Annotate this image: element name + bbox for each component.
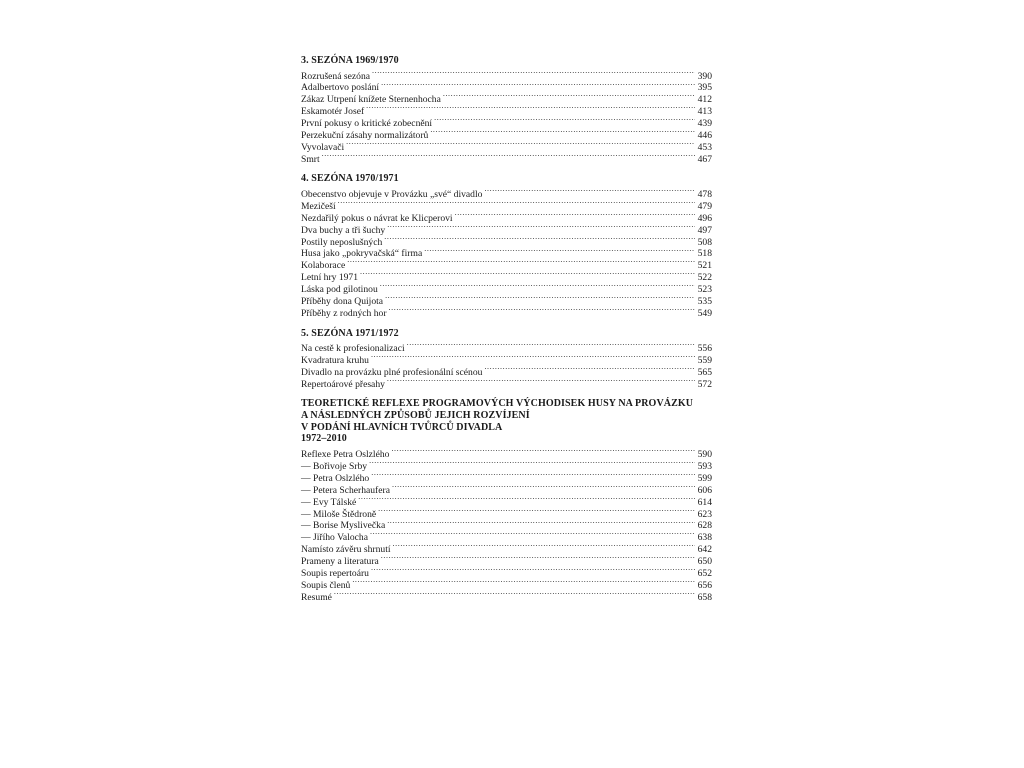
toc-entry bbox=[301, 588, 712, 603]
dot-leader bbox=[371, 469, 695, 481]
toc-section bbox=[301, 327, 712, 390]
dot-leader bbox=[372, 67, 695, 79]
toc-page-number: 614 bbox=[697, 496, 712, 508]
toc-page-number: 412 bbox=[697, 94, 712, 106]
toc-entry bbox=[301, 576, 712, 591]
dot-leader bbox=[370, 528, 695, 540]
dot-leader bbox=[430, 126, 695, 138]
toc-page-number: 518 bbox=[697, 248, 712, 260]
toc-page-number: 413 bbox=[697, 106, 712, 118]
toc-entry bbox=[301, 150, 712, 165]
toc-entry bbox=[301, 256, 712, 272]
dot-leader bbox=[387, 221, 695, 233]
toc-page-number: 395 bbox=[697, 82, 712, 94]
toc-entry-title: Prameny a literatura bbox=[301, 556, 379, 568]
toc-page-number: 628 bbox=[697, 520, 712, 532]
dot-leader bbox=[434, 114, 695, 126]
toc-entry-title: Příběhy dona Quijota bbox=[301, 296, 384, 308]
dot-leader bbox=[424, 245, 695, 257]
toc-page-number: 522 bbox=[697, 272, 712, 284]
toc-page-number: 479 bbox=[697, 200, 712, 212]
section-heading: A NÁSLEDNÝCH ZPŮSOBŮ JEJICH ROZVÍJENÍ bbox=[301, 410, 530, 422]
section-heading: 1972–2010 bbox=[301, 433, 347, 445]
toc-page-number: 521 bbox=[697, 260, 712, 272]
dot-leader bbox=[484, 363, 695, 375]
toc-entry-title: Postily neposlušných bbox=[301, 236, 383, 248]
dot-leader bbox=[346, 138, 695, 150]
toc-page-number: 590 bbox=[697, 449, 712, 461]
toc-section bbox=[301, 55, 712, 165]
toc-page-number: 508 bbox=[697, 236, 712, 248]
toc-entry-title: Zákaz Utrpení knížete Sternenhocha bbox=[301, 94, 441, 106]
toc-page-number: 650 bbox=[697, 556, 712, 568]
toc-entry-title: Na cestě k profesionalizaci bbox=[301, 343, 405, 355]
dot-leader bbox=[338, 197, 695, 209]
toc-page-number: 565 bbox=[697, 366, 712, 378]
toc-entry-title: Husa jako „pokryvačská“ firma bbox=[301, 248, 423, 260]
toc-entry-title: — Evy Tálské bbox=[301, 496, 357, 508]
toc-entry bbox=[301, 185, 712, 201]
toc-entry bbox=[301, 197, 712, 212]
toc-page-number: 453 bbox=[697, 141, 712, 153]
dot-leader bbox=[389, 304, 695, 316]
toc-page-number: 497 bbox=[697, 224, 712, 236]
toc-entry-title: — Jiřího Valocha bbox=[301, 532, 368, 544]
toc-page-number: 467 bbox=[697, 153, 712, 165]
dot-leader bbox=[392, 481, 695, 493]
toc-entry-title: Příběhy z rodných hor bbox=[301, 307, 387, 319]
dot-leader bbox=[387, 517, 695, 529]
dot-leader bbox=[387, 375, 695, 387]
dot-leader bbox=[360, 268, 695, 280]
dot-leader bbox=[407, 339, 695, 351]
toc-page-number: 556 bbox=[697, 343, 712, 355]
toc-entry-title: Rozrušená sezóna bbox=[301, 70, 370, 82]
dot-leader bbox=[381, 552, 695, 564]
toc-entry-title: — Borise Myslivečka bbox=[301, 520, 386, 532]
toc-page-number: 599 bbox=[697, 472, 712, 484]
toc-section bbox=[301, 398, 712, 603]
toc-entry bbox=[301, 339, 712, 355]
section-heading: V PODÁNÍ HLAVNÍCH TVŮRCŮ DIVADLA bbox=[301, 421, 503, 433]
section-heading: 5. SEZÓNA 1971/1972 bbox=[301, 327, 399, 339]
dot-leader bbox=[443, 90, 695, 102]
toc-page-number: 523 bbox=[697, 284, 712, 296]
toc-page-number: 572 bbox=[697, 378, 712, 390]
toc-page-number: 658 bbox=[697, 591, 712, 603]
toc-page-number: 549 bbox=[697, 307, 712, 319]
dot-leader bbox=[369, 457, 695, 469]
section-heading: 4. SEZÓNA 1970/1971 bbox=[301, 173, 399, 185]
dot-leader bbox=[393, 540, 695, 552]
section-heading: TEORETICKÉ REFLEXE PROGRAMOVÝCH VÝCHODISEK HUSY NA PROVÁZKU bbox=[301, 398, 694, 410]
dot-leader bbox=[455, 209, 695, 221]
toc-entry-title: Nezdařilý pokus o návrat ke Klicperovi bbox=[301, 212, 453, 224]
toc-entry-title: Kvadratura kruhu bbox=[301, 355, 369, 366]
toc-section bbox=[301, 173, 712, 319]
toc-entry-title: Repertoárové přesahy bbox=[301, 378, 385, 390]
toc-entry-title: Divadlo na provázku plné profesionální scénou bbox=[301, 366, 483, 378]
toc-entry-title: Vyvolavači bbox=[301, 141, 345, 153]
toc-page-number: 439 bbox=[697, 118, 712, 130]
dot-leader bbox=[352, 576, 695, 588]
toc-entry-title: Namísto závěru shrnutí bbox=[301, 544, 391, 556]
toc-entry bbox=[301, 280, 712, 296]
toc-entry-title: Eskamotér Josef bbox=[301, 106, 365, 118]
toc-entry bbox=[301, 505, 712, 520]
dot-leader bbox=[334, 588, 695, 600]
toc-entry bbox=[301, 268, 712, 284]
toc-entry-title: — Bořivoje Srby bbox=[301, 460, 368, 472]
toc-entry-title: Letní hry 1971 bbox=[301, 272, 359, 284]
toc-entry bbox=[301, 138, 712, 153]
toc-entry-title: Resumé bbox=[301, 591, 332, 603]
toc-page-number: 390 bbox=[697, 70, 712, 82]
dot-leader bbox=[384, 233, 695, 245]
toc-entry-title: — Miloše Štědroně bbox=[301, 508, 377, 520]
dot-leader bbox=[380, 280, 695, 292]
toc-page-number: 559 bbox=[697, 355, 712, 366]
dot-leader bbox=[385, 292, 695, 304]
toc-page-number: 535 bbox=[697, 296, 712, 308]
dot-leader bbox=[366, 102, 695, 114]
dot-leader bbox=[347, 256, 695, 268]
toc-entry-title: Soupis členů bbox=[301, 579, 351, 591]
toc-page-number: 652 bbox=[697, 567, 712, 579]
toc-entry-title: Mezičeší bbox=[301, 200, 336, 212]
dot-leader bbox=[484, 185, 695, 197]
dot-leader bbox=[371, 564, 695, 576]
toc-page-number: 623 bbox=[697, 508, 712, 520]
toc-entry bbox=[301, 445, 712, 461]
dot-leader bbox=[371, 351, 695, 363]
toc-entry-title: První pokusy o kritické zobecnění bbox=[301, 118, 433, 130]
toc-entry bbox=[301, 209, 712, 224]
toc-page-number: 642 bbox=[697, 544, 712, 556]
toc-page-number: 446 bbox=[697, 130, 712, 142]
toc-entry-title: Reflexe Petra Oslzlého bbox=[301, 449, 390, 461]
dot-leader bbox=[322, 150, 695, 162]
dot-leader bbox=[358, 493, 695, 505]
section-heading: 3. SEZÓNA 1969/1970 bbox=[301, 55, 399, 66]
toc-entry-title: Smrt bbox=[301, 153, 320, 165]
dot-leader bbox=[391, 445, 695, 457]
toc-page-number: 593 bbox=[697, 460, 712, 472]
toc-page-number: 606 bbox=[697, 484, 712, 496]
dot-leader bbox=[378, 505, 695, 517]
toc-page-number: 638 bbox=[697, 532, 712, 544]
toc-page-number: 656 bbox=[697, 579, 712, 591]
toc-entry-title: Obecenstvo objevuje v Provázku „své“ divadlo bbox=[301, 189, 483, 201]
toc-entry-title: — Petra Oslzlého bbox=[301, 472, 370, 484]
toc-entry-title: — Petera Scherhaufera bbox=[301, 484, 390, 496]
toc-entry-title: Perzekuční zásahy normalizátorů bbox=[301, 130, 429, 142]
toc-entry-title: Kolaborace bbox=[301, 260, 346, 272]
toc-entry-title: Adalbertovo poslání bbox=[301, 82, 380, 94]
toc-page-number: 478 bbox=[697, 189, 712, 201]
toc-entry bbox=[301, 67, 712, 82]
table-of-contents bbox=[301, 55, 712, 611]
dot-leader bbox=[381, 79, 695, 91]
toc-page-number: 496 bbox=[697, 212, 712, 224]
toc-entry-title: Láska pod gilotinou bbox=[301, 284, 378, 296]
toc-entry bbox=[301, 493, 712, 508]
toc-entry-title: Dva buchy a tři šuchy bbox=[301, 224, 386, 236]
toc-entry-title: Soupis repertoáru bbox=[301, 567, 369, 579]
